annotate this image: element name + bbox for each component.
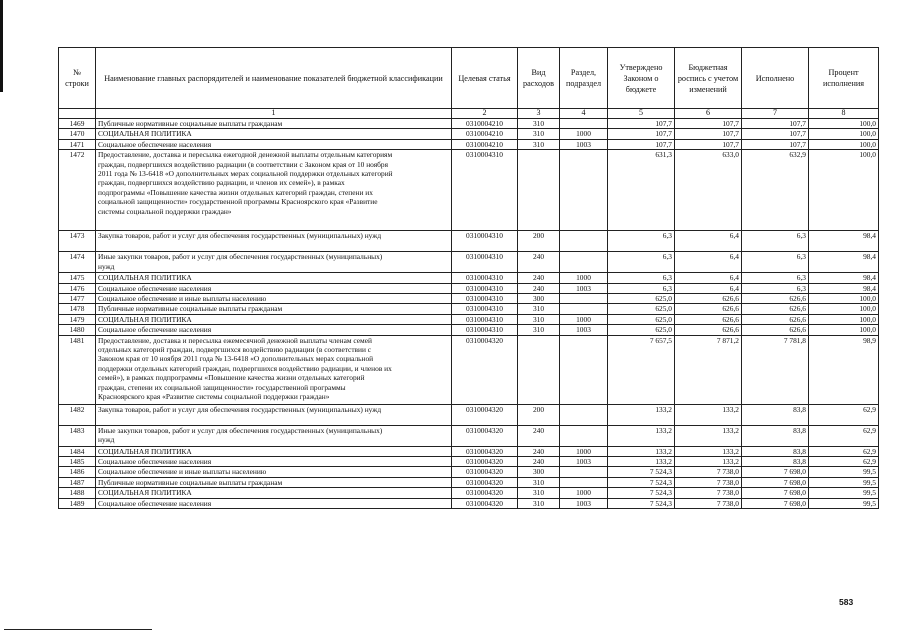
table-row xyxy=(59,294,879,304)
section-code: 1000 xyxy=(560,273,608,283)
approved-amount: 6,3 xyxy=(608,283,675,293)
table-row xyxy=(59,457,879,467)
section-code xyxy=(560,294,608,304)
table-row xyxy=(59,335,879,404)
budget-amount: 626,6 xyxy=(675,314,742,324)
expense-type: 200 xyxy=(518,231,560,252)
target-article: 0310004310 xyxy=(452,283,518,293)
target-article: 0310004210 xyxy=(452,139,518,149)
section-code: 1003 xyxy=(560,498,608,508)
column-number-row xyxy=(59,109,879,119)
execution-percent: 100,0 xyxy=(809,150,879,231)
header-executed: Исполнено xyxy=(742,48,809,109)
section-code xyxy=(560,477,608,487)
row-number: 1472 xyxy=(59,150,96,231)
section-code xyxy=(560,304,608,314)
execution-percent: 100,0 xyxy=(809,139,879,149)
expense-type: 240 xyxy=(518,446,560,456)
target-article: 0310004320 xyxy=(452,404,518,425)
column-number: 1 xyxy=(96,109,452,119)
approved-amount: 107,7 xyxy=(608,119,675,129)
section-code xyxy=(560,150,608,231)
executed-amount: 6,3 xyxy=(742,252,809,273)
row-name: СОЦИАЛЬНАЯ ПОЛИТИКА xyxy=(96,314,452,324)
row-name: Иные закупки товаров, работ и услуг для обеспечения государственных (муниципальных) нужд xyxy=(96,425,452,446)
budget-amount: 133,2 xyxy=(675,457,742,467)
row-number: 1487 xyxy=(59,477,96,487)
target-article: 0310004320 xyxy=(452,498,518,508)
approved-amount: 7 524,3 xyxy=(608,498,675,508)
row-number: 1481 xyxy=(59,335,96,404)
execution-percent: 62,9 xyxy=(809,404,879,425)
executed-amount: 83,8 xyxy=(742,425,809,446)
budget-amount: 626,6 xyxy=(675,294,742,304)
row-name: Социальное обеспечение и иные выплаты населению xyxy=(96,467,452,477)
approved-amount: 133,2 xyxy=(608,446,675,456)
approved-amount: 133,2 xyxy=(608,404,675,425)
section-code: 1000 xyxy=(560,488,608,498)
executed-amount: 83,8 xyxy=(742,404,809,425)
header-approved: Утверждено Законом о бюджете xyxy=(608,48,675,109)
expense-type: 310 xyxy=(518,119,560,129)
section-code xyxy=(560,119,608,129)
section-code: 1000 xyxy=(560,129,608,139)
table-row xyxy=(59,314,879,324)
executed-amount: 626,6 xyxy=(742,294,809,304)
table-row xyxy=(59,273,879,283)
target-article: 0310004310 xyxy=(452,325,518,335)
budget-amount: 6,4 xyxy=(675,273,742,283)
row-name: Социальное обеспечение населения xyxy=(96,325,452,335)
expense-type: 240 xyxy=(518,425,560,446)
row-name: Социальное обеспечение населения xyxy=(96,457,452,467)
row-number: 1469 xyxy=(59,119,96,129)
executed-amount: 7 698,0 xyxy=(742,488,809,498)
row-number: 1489 xyxy=(59,498,96,508)
target-article: 0310004310 xyxy=(452,304,518,314)
column-number: 2 xyxy=(452,109,518,119)
row-name: Социальное обеспечение населения xyxy=(96,283,452,293)
table-row xyxy=(59,150,879,231)
row-number: 1474 xyxy=(59,252,96,273)
header-name: Наименование главных распорядителей и наименование показателей бюджетной классификации xyxy=(96,48,452,109)
expense-type: 310 xyxy=(518,488,560,498)
table-row xyxy=(59,129,879,139)
budget-amount: 7 871,2 xyxy=(675,335,742,404)
approved-amount: 7 524,3 xyxy=(608,467,675,477)
budget-amount: 107,7 xyxy=(675,139,742,149)
column-number: 3 xyxy=(518,109,560,119)
section-code xyxy=(560,425,608,446)
expense-type: 240 xyxy=(518,283,560,293)
header-section: Раздел, подраздел xyxy=(560,48,608,109)
executed-amount: 632,9 xyxy=(742,150,809,231)
executed-amount: 626,6 xyxy=(742,314,809,324)
target-article: 0310004310 xyxy=(452,294,518,304)
executed-amount: 626,6 xyxy=(742,325,809,335)
row-number: 1476 xyxy=(59,283,96,293)
row-name: Закупка товаров, работ и услуг для обеспечения государственных (муниципальных) нужд xyxy=(96,231,452,252)
approved-amount: 6,3 xyxy=(608,231,675,252)
row-name: Предоставление, доставка и пересылка ежемесячной денежной выплаты членам семей отдельных категорий граждан, подвергшихся воздействию радиации (в соответствии с Законом края от 10 ноября 2011 года № 13-6418 «О дополнительных мерах социальной поддержки отдельных категорий граждан, подвергшихся воздействию радиации, и членов их семей»), в рамках подпрограммы «Повышение качества жизни отдельных категорий граждан, степени их социальной защищенности» государственной программы Красноярского края «Развитие системы социальной поддержки граждан» xyxy=(96,335,452,404)
table-row xyxy=(59,404,879,425)
execution-percent: 98,4 xyxy=(809,283,879,293)
section-code xyxy=(560,231,608,252)
budget-amount: 133,2 xyxy=(675,446,742,456)
row-name: СОЦИАЛЬНАЯ ПОЛИТИКА xyxy=(96,446,452,456)
expense-type: 310 xyxy=(518,139,560,149)
approved-amount: 7 524,3 xyxy=(608,488,675,498)
section-code xyxy=(560,335,608,404)
execution-percent: 98,4 xyxy=(809,273,879,283)
execution-percent: 100,0 xyxy=(809,325,879,335)
execution-percent: 99,5 xyxy=(809,477,879,487)
page-left-edge-mark xyxy=(0,0,3,92)
column-number: 5 xyxy=(608,109,675,119)
header-expense-type: Вид расходов xyxy=(518,48,560,109)
row-number: 1486 xyxy=(59,467,96,477)
expense-type: 310 xyxy=(518,498,560,508)
expense-type: 310 xyxy=(518,129,560,139)
budget-amount: 7 738,0 xyxy=(675,477,742,487)
execution-percent: 62,9 xyxy=(809,457,879,467)
budget-amount: 133,2 xyxy=(675,404,742,425)
target-article: 0310004310 xyxy=(452,273,518,283)
row-number: 1475 xyxy=(59,273,96,283)
expense-type: 240 xyxy=(518,457,560,467)
table-row xyxy=(59,139,879,149)
section-code: 1003 xyxy=(560,325,608,335)
table-row xyxy=(59,283,879,293)
row-number: 1470 xyxy=(59,129,96,139)
section-code: 1003 xyxy=(560,457,608,467)
approved-amount: 631,3 xyxy=(608,150,675,231)
expense-type: 300 xyxy=(518,294,560,304)
approved-amount: 625,0 xyxy=(608,325,675,335)
row-name: Предоставление, доставка и пересылка ежегодной денежной выплаты отдельным категориям граждан, подвергшихся воздействию радиации (в соответствии с Законом края от 10 ноября 2011 года № 13-6418 «О дополнительных мерах социальной поддержки отдельных категорий граждан, подвергшихся воздействию радиации, и членов их семей»), в рамках подпрограммы «Повышение качества жизни отдельных категорий граждан, степени их социальной защищенности» государственной программы Красноярского края «Развитие системы социальной поддержки граждан» xyxy=(96,150,452,231)
target-article: 0310004320 xyxy=(452,457,518,467)
budget-amount: 7 738,0 xyxy=(675,467,742,477)
table-row xyxy=(59,325,879,335)
row-number: 1477 xyxy=(59,294,96,304)
header-row-number: № строки xyxy=(59,48,96,109)
header-budget-schedule: Бюджетная роспись с учетом изменений xyxy=(675,48,742,109)
row-number: 1479 xyxy=(59,314,96,324)
column-number: 4 xyxy=(560,109,608,119)
executed-amount: 626,6 xyxy=(742,304,809,314)
executed-amount: 7 781,8 xyxy=(742,335,809,404)
expense-type: 240 xyxy=(518,273,560,283)
budget-amount: 107,7 xyxy=(675,129,742,139)
executed-amount: 7 698,0 xyxy=(742,477,809,487)
column-number-empty xyxy=(59,109,96,119)
row-name: Социальное обеспечение населения xyxy=(96,139,452,149)
expense-type xyxy=(518,150,560,231)
row-name: Социальное обеспечение и иные выплаты населению xyxy=(96,294,452,304)
expense-type: 200 xyxy=(518,404,560,425)
table-row xyxy=(59,477,879,487)
row-name: Публичные нормативные социальные выплаты гражданам xyxy=(96,119,452,129)
expense-type: 310 xyxy=(518,304,560,314)
approved-amount: 107,7 xyxy=(608,129,675,139)
target-article: 0310004310 xyxy=(452,150,518,231)
executed-amount: 6,3 xyxy=(742,273,809,283)
row-name: СОЦИАЛЬНАЯ ПОЛИТИКА xyxy=(96,273,452,283)
table-row xyxy=(59,304,879,314)
budget-amount: 626,6 xyxy=(675,304,742,314)
executed-amount: 6,3 xyxy=(742,283,809,293)
execution-percent: 99,5 xyxy=(809,488,879,498)
target-article: 0310004310 xyxy=(452,314,518,324)
row-number: 1482 xyxy=(59,404,96,425)
expense-type: 310 xyxy=(518,314,560,324)
target-article: 0310004320 xyxy=(452,488,518,498)
execution-percent: 98,4 xyxy=(809,252,879,273)
section-code: 1000 xyxy=(560,446,608,456)
section-code xyxy=(560,404,608,425)
budget-amount: 7 738,0 xyxy=(675,498,742,508)
section-code: 1003 xyxy=(560,283,608,293)
budget-execution-table xyxy=(58,47,879,509)
row-name: Публичные нормативные социальные выплаты гражданам xyxy=(96,477,452,487)
executed-amount: 7 698,0 xyxy=(742,498,809,508)
target-article: 0310004320 xyxy=(452,477,518,487)
table-row xyxy=(59,498,879,508)
row-number: 1480 xyxy=(59,325,96,335)
row-name: Закупка товаров, работ и услуг для обеспечения государственных (муниципальных) нужд xyxy=(96,404,452,425)
row-number: 1478 xyxy=(59,304,96,314)
execution-percent: 100,0 xyxy=(809,294,879,304)
expense-type: 310 xyxy=(518,325,560,335)
table-row xyxy=(59,231,879,252)
budget-amount: 6,4 xyxy=(675,231,742,252)
row-number: 1473 xyxy=(59,231,96,252)
budget-amount: 7 738,0 xyxy=(675,488,742,498)
column-number: 7 xyxy=(742,109,809,119)
row-name: Социальное обеспечение населения xyxy=(96,498,452,508)
executed-amount: 83,8 xyxy=(742,457,809,467)
approved-amount: 625,0 xyxy=(608,294,675,304)
header-percent: Процент исполнения xyxy=(809,48,879,109)
page-number: 583 xyxy=(839,597,854,607)
executed-amount: 107,7 xyxy=(742,129,809,139)
budget-amount: 6,4 xyxy=(675,252,742,273)
execution-percent: 99,5 xyxy=(809,498,879,508)
row-number: 1485 xyxy=(59,457,96,467)
table-row xyxy=(59,252,879,273)
column-number: 6 xyxy=(675,109,742,119)
approved-amount: 6,3 xyxy=(608,273,675,283)
row-number: 1471 xyxy=(59,139,96,149)
executed-amount: 107,7 xyxy=(742,119,809,129)
execution-percent: 98,9 xyxy=(809,335,879,404)
footer-rule xyxy=(4,629,152,630)
budget-amount: 626,6 xyxy=(675,325,742,335)
executed-amount: 107,7 xyxy=(742,139,809,149)
target-article: 0310004310 xyxy=(452,231,518,252)
row-name: Иные закупки товаров, работ и услуг для обеспечения государственных (муниципальных) нужд xyxy=(96,252,452,273)
execution-percent: 62,9 xyxy=(809,446,879,456)
header-row xyxy=(59,48,879,109)
approved-amount: 7 657,5 xyxy=(608,335,675,404)
table-row xyxy=(59,467,879,477)
expense-type: 240 xyxy=(518,252,560,273)
target-article: 0310004320 xyxy=(452,335,518,404)
target-article: 0310004320 xyxy=(452,467,518,477)
execution-percent: 100,0 xyxy=(809,129,879,139)
approved-amount: 625,0 xyxy=(608,304,675,314)
header-target-article: Целевая статья xyxy=(452,48,518,109)
section-code xyxy=(560,467,608,477)
execution-percent: 62,9 xyxy=(809,425,879,446)
table-row xyxy=(59,488,879,498)
section-code xyxy=(560,252,608,273)
execution-percent: 100,0 xyxy=(809,304,879,314)
budget-amount: 133,2 xyxy=(675,425,742,446)
execution-percent: 100,0 xyxy=(809,314,879,324)
row-name: СОЦИАЛЬНАЯ ПОЛИТИКА xyxy=(96,129,452,139)
executed-amount: 7 698,0 xyxy=(742,467,809,477)
executed-amount: 6,3 xyxy=(742,231,809,252)
section-code: 1003 xyxy=(560,139,608,149)
target-article: 0310004210 xyxy=(452,119,518,129)
budget-amount: 107,7 xyxy=(675,119,742,129)
execution-percent: 100,0 xyxy=(809,119,879,129)
approved-amount: 107,7 xyxy=(608,139,675,149)
section-code: 1000 xyxy=(560,314,608,324)
execution-percent: 98,4 xyxy=(809,231,879,252)
row-number: 1483 xyxy=(59,425,96,446)
approved-amount: 6,3 xyxy=(608,252,675,273)
expense-type: 300 xyxy=(518,467,560,477)
target-article: 0310004320 xyxy=(452,446,518,456)
column-number: 8 xyxy=(809,109,879,119)
target-article: 0310004210 xyxy=(452,129,518,139)
expense-type: 310 xyxy=(518,477,560,487)
table-row xyxy=(59,446,879,456)
table-row xyxy=(59,425,879,446)
row-name: СОЦИАЛЬНАЯ ПОЛИТИКА xyxy=(96,488,452,498)
budget-amount: 633,0 xyxy=(675,150,742,231)
row-number: 1488 xyxy=(59,488,96,498)
approved-amount: 625,0 xyxy=(608,314,675,324)
approved-amount: 133,2 xyxy=(608,457,675,467)
approved-amount: 133,2 xyxy=(608,425,675,446)
target-article: 0310004320 xyxy=(452,425,518,446)
target-article: 0310004310 xyxy=(452,252,518,273)
table-row xyxy=(59,119,879,129)
row-name: Публичные нормативные социальные выплаты гражданам xyxy=(96,304,452,314)
budget-amount: 6,4 xyxy=(675,283,742,293)
approved-amount: 7 524,3 xyxy=(608,477,675,487)
expense-type xyxy=(518,335,560,404)
execution-percent: 99,5 xyxy=(809,467,879,477)
row-number: 1484 xyxy=(59,446,96,456)
executed-amount: 83,8 xyxy=(742,446,809,456)
